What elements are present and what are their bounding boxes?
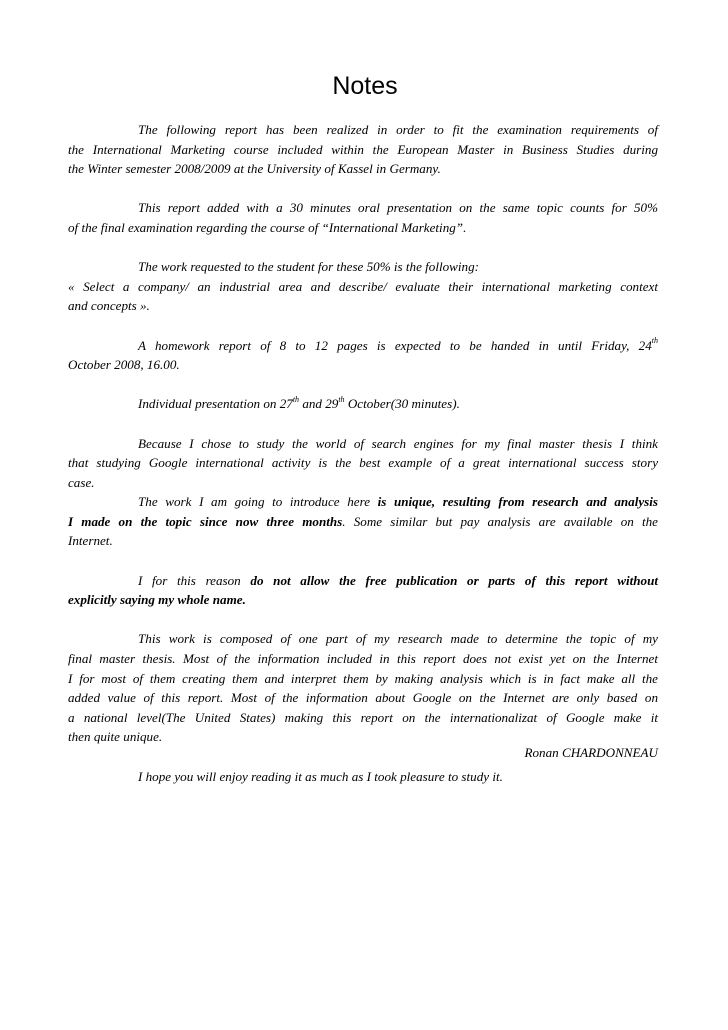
paragraph-line	[68, 336, 658, 356]
paragraph-line: Internet.	[68, 533, 113, 549]
emphasis-text: I made on the topic since now three months	[68, 513, 343, 529]
plain-text: I for this reason	[138, 572, 251, 588]
paragraph-line: added value of this report. Most of the information about Google on the Internet are only based on	[68, 690, 658, 706]
document-body	[68, 120, 658, 786]
emphasis-text: do not allow the free publication or parts of this report without	[250, 572, 658, 588]
page-title: Notes	[332, 72, 398, 100]
plain-text: The work I am going to introduce here	[138, 494, 378, 510]
paragraph-line	[68, 571, 658, 591]
paragraph-unique-work	[68, 492, 658, 551]
paragraph-line: final master thesis. Most of the information included in this report does not exist yet on the Internet	[68, 651, 658, 667]
presentation-text: October(30 minutes).	[344, 396, 460, 412]
paragraph-line: then quite unique.	[68, 729, 163, 745]
paragraph-line: the Winter semester 2008/2009 at the University of Kassel in Germany.	[68, 161, 441, 177]
paragraph-oral-presentation	[68, 198, 658, 237]
paragraph-line	[68, 590, 658, 610]
presentation-text: Individual presentation on 27	[138, 396, 293, 412]
paragraph-line: I for most of them creating them and interpret them by making analysis which is in fact make all the	[68, 670, 658, 686]
paragraph-closing	[68, 767, 658, 787]
emphasis-text: is unique, resulting from research and analysis	[377, 494, 658, 510]
author-signature: Ronan CHARDONNEAU	[524, 745, 658, 760]
paragraph-exam-requirements	[68, 120, 658, 179]
deadline-text: A homework report of 8 to 12 pages is expected to be handed in until Friday, 24	[138, 337, 652, 353]
paragraph-line: of the final examination regarding the course of “International Marketing”.	[68, 219, 467, 235]
paragraph-line: I hope you will enjoy reading it as much as I took pleasure to study it.	[138, 768, 503, 784]
paragraph-line: This report added with a 30 minutes oral presentation on the same topic counts for 50%	[138, 200, 658, 216]
ordinal-suffix: th	[292, 394, 300, 404]
paragraph-line	[68, 492, 658, 512]
presentation-text: and 29	[299, 396, 339, 412]
paragraph-line: The work requested to the student for these 50% is the following:	[138, 259, 480, 275]
paragraph-research-composition	[68, 629, 658, 747]
paragraph-line: The following report has been realized in order to fit the examination requirements of	[138, 122, 658, 137]
ordinal-suffix: th	[651, 336, 658, 346]
paragraph-line: a national level(The United States) making this report on the internationalizat of Google make it	[68, 709, 658, 725]
emphasis-text: explicitly saying my whole name.	[68, 592, 246, 608]
paragraph-presentation-dates	[68, 394, 658, 414]
paragraph-publication-notice	[68, 571, 658, 610]
paragraph-line: and concepts ».	[68, 298, 150, 314]
plain-text: . Some similar but pay analysis are available on the	[342, 513, 658, 529]
paragraph-line	[68, 394, 658, 414]
paragraph-line: « Select a company/ an industrial area and describe/ evaluate their international marketing context	[68, 278, 658, 294]
paragraph-work-requested	[68, 257, 658, 316]
paragraph-line: October 2008, 16.00.	[68, 357, 180, 373]
ordinal-suffix: th	[338, 394, 345, 404]
paragraph-line	[68, 512, 658, 532]
paragraph-line: case.	[68, 474, 95, 490]
paragraph-line: that studying Google international activity is the best example of a great international success story	[68, 455, 658, 471]
paragraph-search-engines	[68, 434, 658, 493]
paragraph-line: This work is composed of one part of my research made to determine the topic of my	[138, 631, 658, 647]
paragraph-line: Because I chose to study the world of search engines for my final master thesis I think	[138, 435, 658, 451]
paragraph-line: the International Marketing course included within the European Master in Business Studies during	[68, 141, 658, 157]
paragraph-homework-deadline	[68, 336, 658, 375]
